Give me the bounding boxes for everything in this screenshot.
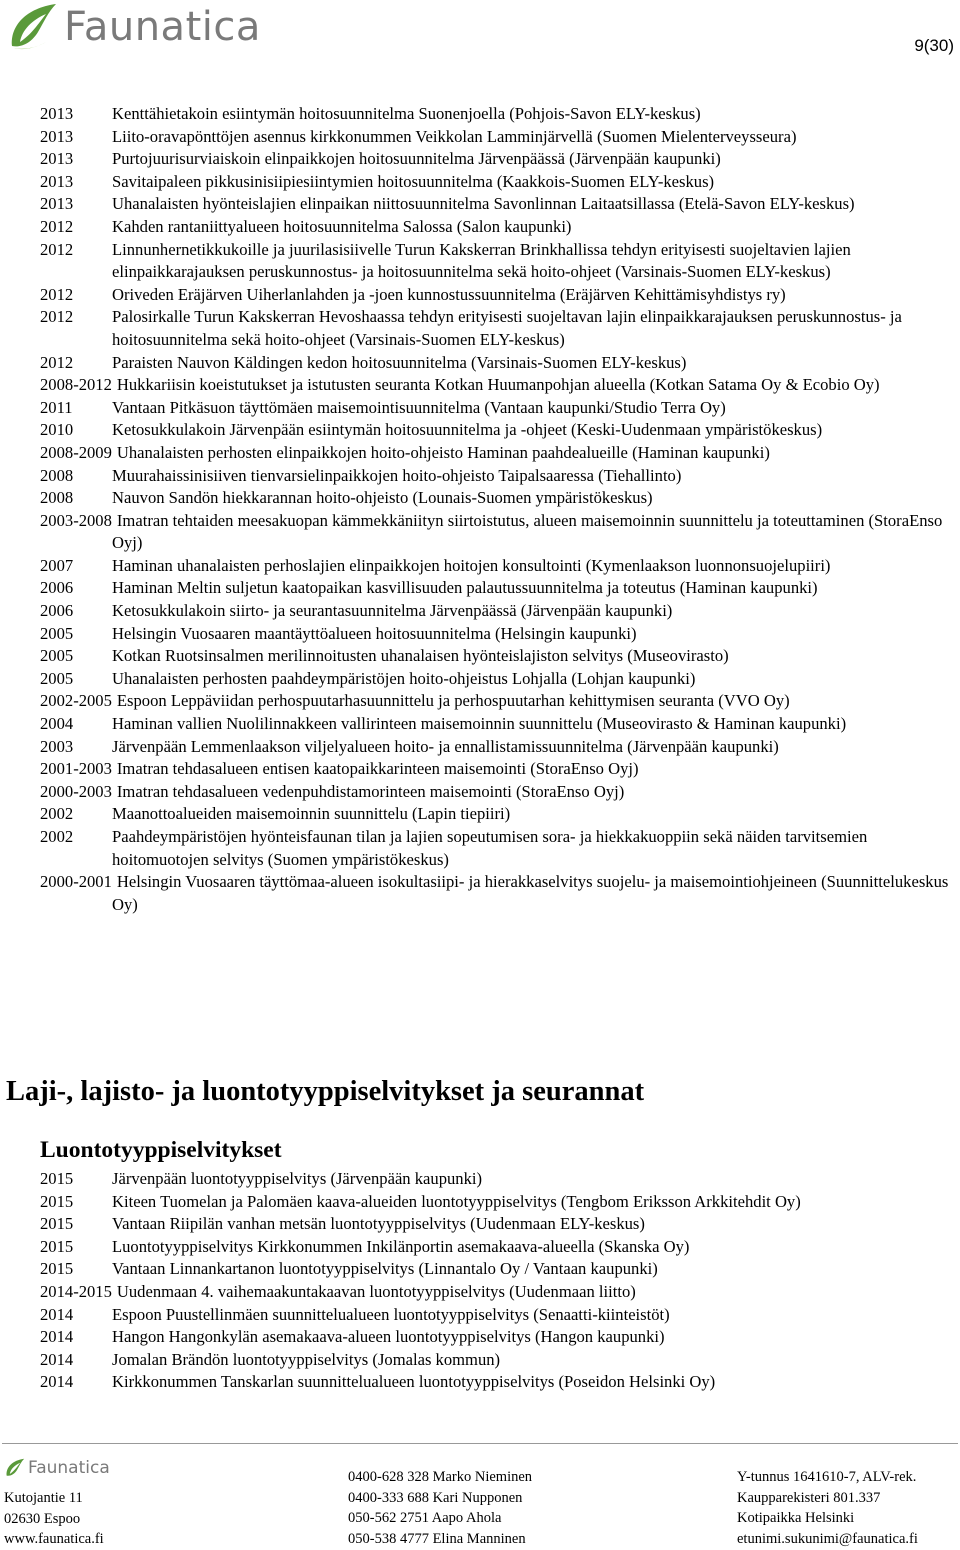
entry-year: 2014	[40, 1372, 74, 1392]
list-item	[40, 577, 956, 600]
entry-text: Liito-oravapönttöjen asennus kirkkonummen Veikkolan Lamminjärvellä (Suomen Mielenterveysseura)	[112, 126, 797, 146]
website-link[interactable]: www.faunatica.fi	[4, 1531, 104, 1548]
entry-text: Kotkan Ruotsinsalmen merilinnoitusten uhanalaisen hyönteislajiston selvitys (Museovirasto)	[112, 646, 729, 666]
entry-year: 2012	[40, 216, 74, 236]
footer-company	[737, 1467, 918, 1549]
entry-year: 2014	[40, 1304, 74, 1324]
entry-text: Imatran tehdasalueen entisen kaatopaikkarinteen maisemointi (StoraEnso Oyj)	[116, 759, 639, 779]
entry-year: 2000-2001	[40, 872, 112, 892]
entry-text: Uhanalaisten hyönteislajien elinpaikan niittosuunnitelma Savonlinnan Laitaatsillassa (Etelä-Savon ELY-keskus)	[112, 194, 855, 214]
list-item	[40, 781, 956, 804]
entry-text: Espoon Leppäviidan perhospuutarhasuunnittelu ja perhospuutarhan kehittymisen seuranta (VVO Oy)	[116, 691, 790, 711]
entry-year: 2011	[40, 397, 73, 417]
list-item	[40, 668, 956, 691]
page-number: 9(30)	[914, 36, 954, 55]
entry-text: Uhanalaisten perhosten elinpaikkojen hoito-ohjeisto Haminan paahdealueille (Haminan kaupunki)	[116, 442, 770, 462]
contact-line: 050-538 4777 Elina Manninen	[348, 1530, 526, 1547]
list-item	[40, 645, 956, 668]
entry-text: Purtojuurisurviaiskoin elinpaikkojen hoitosuunnitelma Järvenpäässä (Järvenpään kaupunki)	[112, 149, 721, 169]
entry-year: 2012	[40, 284, 74, 304]
list-item	[40, 758, 956, 781]
entry-text: Hangon Hangonkylän asemakaava-alueen luontotyyppiselvitys (Hangon kaupunki)	[112, 1327, 665, 1347]
entry-year: 2015	[40, 1191, 74, 1211]
leaf-logo-icon	[6, 2, 60, 52]
entry-year: 2013	[40, 126, 74, 146]
entry-year: 2008-2009	[40, 442, 112, 462]
list-item	[40, 1326, 956, 1349]
footer-contacts	[348, 1467, 532, 1549]
entry-year: 2012	[40, 307, 74, 327]
entry-year: 2012	[40, 239, 74, 259]
list-item	[40, 1236, 956, 1259]
contact-line: 0400-333 688 Kari Nupponen	[348, 1489, 523, 1506]
entry-year: 2007	[40, 555, 74, 575]
company-line: Kaupparekisteri 801.337	[737, 1489, 881, 1506]
list-item	[40, 442, 956, 465]
entry-text: Maanottoalueiden maisemoinnin suunnittelu (Lapin tiepiiri)	[112, 804, 511, 824]
entry-year: 2003	[40, 736, 74, 756]
entry-text: Muurahaissinisiiven tienvarsielinpaikkojen hoito-ohjeisto Taipalsaaressa (Tiehallinto)	[112, 465, 682, 485]
list-item	[40, 193, 956, 216]
list-item	[40, 555, 956, 578]
list-item	[40, 1213, 956, 1236]
list-item	[40, 690, 956, 713]
list-item	[40, 826, 956, 871]
entry-text: Haminan uhanalaisten perhoslajien elinpaikkojen hoitojen konsultointi (Kymenlaakson luonnonsuojelupiiri)	[112, 555, 831, 575]
list-item	[40, 352, 956, 375]
entry-text: Nauvon Sandön hiekkarannan hoito-ohjeisto (Lounais-Suomen ympäristökeskus)	[112, 488, 653, 508]
entry-text: Luontotyyppiselvitys Kirkkonummen Inkilänportin asemakaava-alueella (Skanska Oy)	[112, 1236, 690, 1256]
entry-text: Järvenpään luontotyyppiselvitys (Järvenpään kaupunki)	[112, 1169, 483, 1188]
entry-year: 2012	[40, 352, 74, 372]
address-line: Kutojantie 11	[4, 1490, 83, 1506]
entry-text: Paraisten Nauvon Käldingen kedon hoitosuunnitelma (Varsinais-Suomen ELY-keskus)	[112, 352, 687, 372]
entry-year: 2014	[40, 1349, 74, 1369]
entry-text: Vantaan Pitkäsuon täyttömäen maisemointisuunnitelma (Vantaan kaupunki/Studio Terra Oy)	[112, 397, 726, 417]
entry-text: Linnunhernetikkukoille ja juurilasisiivelle Turun Kakskerran Brinkhallissa tehdyn erityisesti suojeltavien lajien elinpaikkarajauksen peruskunnostus- ja hoitosuunnitelma sekä hoito-ohjeet (Varsinais-Suomen ELY-keskus)	[112, 239, 851, 282]
entry-year: 2013	[40, 149, 74, 169]
entry-year: 2010	[40, 420, 74, 440]
entry-year: 2002	[40, 804, 74, 824]
list-item	[40, 1191, 956, 1214]
list-item	[40, 803, 956, 826]
entry-text: Helsingin Vuosaaren maantäyttöalueen hoitosuunnitelma (Helsingin kaupunki)	[112, 623, 637, 643]
company-line: Kotipaikka Helsinki	[737, 1510, 855, 1527]
footer-logo	[4, 1458, 110, 1478]
list-item	[40, 713, 956, 736]
list-item	[40, 736, 956, 759]
list-item	[40, 600, 956, 623]
brand-name: Faunatica	[64, 4, 261, 50]
list-item	[40, 1304, 956, 1327]
entry-text: Espoon Puustellinmäen suunnittelualueen luontotyyppiselvitys (Senaatti-kiinteistöt)	[112, 1304, 670, 1324]
entry-text: Imatran tehtaiden meesakuopan kämmekkäniityn siirtoistutus, alueen maisemoinnin suunnittelu ja toteuttaminen (StoraEnso Oyj)	[112, 510, 943, 553]
entry-text: Hukkariisin koeistutukset ja istutusten seuranta Kotkan Huumanpohjan alueella (Kotkan Satama Oy & Ecobio Oy)	[116, 375, 880, 395]
entry-text: Kirkkonummen Tanskarlan suunnittelualueen luontotyyppiselvitys (Poseidon Helsinki Oy)	[112, 1372, 716, 1392]
entry-year: 2006	[40, 601, 74, 621]
entry-year: 2000-2003	[40, 781, 112, 801]
entry-text: Kiteen Tuomelan ja Palomäen kaava-alueiden luontotyyppiselvitys (Tengbom Eriksson Arkkitehdit Oy)	[112, 1191, 801, 1211]
list-item	[40, 465, 956, 488]
footer-brand-name: Faunatica	[28, 1458, 110, 1478]
list-item	[40, 148, 956, 171]
list-item	[40, 510, 956, 555]
address-line: 02630 Espoo	[4, 1510, 81, 1527]
list-item	[40, 306, 956, 351]
list-item	[40, 871, 956, 916]
entry-year: 2013	[40, 104, 74, 123]
entry-text: Kahden rantaniittyalueen hoitosuunnitelma Salossa (Salon kaupunki)	[112, 216, 572, 236]
entry-text: Ketosukkulakoin siirto- ja seurantasuunnitelma Järvenpäässä (Järvenpään kaupunki)	[112, 601, 673, 621]
entry-text: Uudenmaan 4. vaihemaakuntakaavan luontotyyppiselvitys (Uudenmaan liitto)	[116, 1281, 636, 1301]
entry-text: Järvenpään Lemmenlaakson viljelyalueen hoito- ja ennallistamissuunnitelma (Järvenpään kaupunki)	[112, 736, 779, 756]
entry-year: 2015	[40, 1169, 74, 1188]
contact-line: 050-562 2751 Aapo Ahola	[348, 1510, 502, 1527]
footer-divider	[2, 1443, 958, 1444]
entry-year: 2002-2005	[40, 691, 112, 711]
list-item	[40, 216, 956, 239]
entry-year: 2005	[40, 668, 74, 688]
list-item	[40, 1281, 956, 1304]
entry-year: 2001-2003	[40, 759, 112, 779]
entry-year: 2002	[40, 827, 74, 846]
entry-year: 2013	[40, 194, 74, 214]
entry-year: 2014	[40, 1327, 74, 1347]
list-item	[40, 171, 956, 194]
entry-year: 2003-2008	[40, 510, 112, 530]
project-list	[40, 103, 956, 916]
list-item	[40, 374, 956, 397]
entry-text: Uhanalaisten perhosten paahdeympäristöjen hoito-ohjeistus Lohjalla (Lohjan kaupunki)	[112, 668, 696, 688]
list-item	[40, 419, 956, 442]
entry-year: 2015	[40, 1259, 74, 1279]
entry-text: Vantaan Riipilän vanhan metsän luontotyyppiselvitys (Uudenmaan ELY-keskus)	[112, 1214, 645, 1234]
list-item	[40, 284, 956, 307]
entry-year: 2015	[40, 1236, 74, 1256]
entry-year: 2005	[40, 623, 74, 643]
list-item	[40, 1349, 956, 1372]
list-item	[40, 103, 956, 126]
entry-text: Jomalan Brändön luontotyyppiselvitys (Jomalas kommun)	[112, 1349, 501, 1369]
list-item	[40, 487, 956, 510]
list-item	[40, 623, 956, 646]
entry-year: 2004	[40, 714, 74, 734]
habitat-survey-list	[40, 1168, 956, 1394]
list-item	[40, 1371, 956, 1394]
list-item	[40, 1258, 956, 1281]
entry-text: Oriveden Eräjärven Uiherlanlahden ja -joen kunnostussuunnitelma (Eräjärven Kehittämisyhdistys ry)	[112, 284, 786, 304]
entry-year: 2013	[40, 171, 74, 191]
leaf-logo-icon	[4, 1458, 26, 1478]
header-logo	[6, 2, 261, 52]
list-item	[40, 1168, 956, 1191]
entry-year: 2006	[40, 578, 74, 598]
footer-address	[4, 1488, 104, 1550]
entry-year: 2015	[40, 1214, 74, 1234]
entry-text: Ketosukkulakoin Järvenpään esiintymän hoitosuunnitelma ja -ohjeet (Keski-Uudenmaan ympäristökeskus)	[112, 420, 823, 440]
entry-text: Savitaipaleen pikkusinisiipiesiintymien hoitosuunnitelma (Kaakkois-Suomen ELY-keskus)	[112, 171, 715, 191]
entry-year: 2008	[40, 488, 74, 508]
entry-text: Kenttähietakoin esiintymän hoitosuunnitelma Suonenjoella (Pohjois-Savon ELY-keskus)	[112, 104, 701, 123]
email-link[interactable]: etunimi.sukunimi@faunatica.fi	[737, 1530, 918, 1547]
contact-line: 0400-628 328 Marko Nieminen	[348, 1469, 533, 1485]
list-item	[40, 239, 956, 284]
subsection-heading: Luontotyyppiselvitykset	[40, 1137, 282, 1163]
entry-text: Haminan vallien Nuolilinnakkeen vallirinteen maisemoinnin suunnittelu (Museovirasto & Haminan kaupunki)	[112, 714, 847, 734]
entry-text: Haminan Meltin suljetun kaatopaikan kasvillisuuden palautussuunnitelma ja toteutus (Haminan kaupunki)	[112, 578, 818, 598]
entry-text: Helsingin Vuosaaren täyttömaa-alueen isokultasiipi- ja hierakkaselvitys suojelu- ja maisemointiohjeineen (Suunnittelukeskus Oy)	[112, 872, 949, 914]
entry-year: 2014-2015	[40, 1281, 112, 1301]
entry-text: Paahdeympäristöjen hyönteisfaunan tilan ja lajien sopeutumisen sora- ja hiekkakuoppiin sekä näiden tarvitsemien hoitomuotojen selvitys (Suomen ympäristökeskus)	[112, 827, 868, 869]
entry-year: 2005	[40, 646, 74, 666]
list-item	[40, 126, 956, 149]
company-line: Y-tunnus 1641610-7, ALV-rek.	[737, 1469, 917, 1485]
entry-text: Palosirkalle Turun Kakskerran Hevoshaassa tehdyn erityisesti suojeltavan lajin elinpaikkarajauksen peruskunnostus- ja hoitosuunnitelma sekä hoito-ohjeet (Varsinais-Suomen ELY-keskus)	[112, 307, 902, 349]
section-heading: Laji-, lajisto- ja luontotyyppiselvitykset ja seurannat	[6, 1076, 645, 1107]
list-item	[40, 397, 956, 420]
entry-year: 2008	[40, 465, 74, 485]
entry-year: 2008-2012	[40, 375, 112, 395]
entry-text: Vantaan Linnankartanon luontotyyppiselvitys (Linnantalo Oy / Vantaan kaupunki)	[112, 1259, 658, 1279]
entry-text: Imatran tehdasalueen vedenpuhdistamorinteen maisemointi (StoraEnso Oyj)	[116, 781, 625, 801]
